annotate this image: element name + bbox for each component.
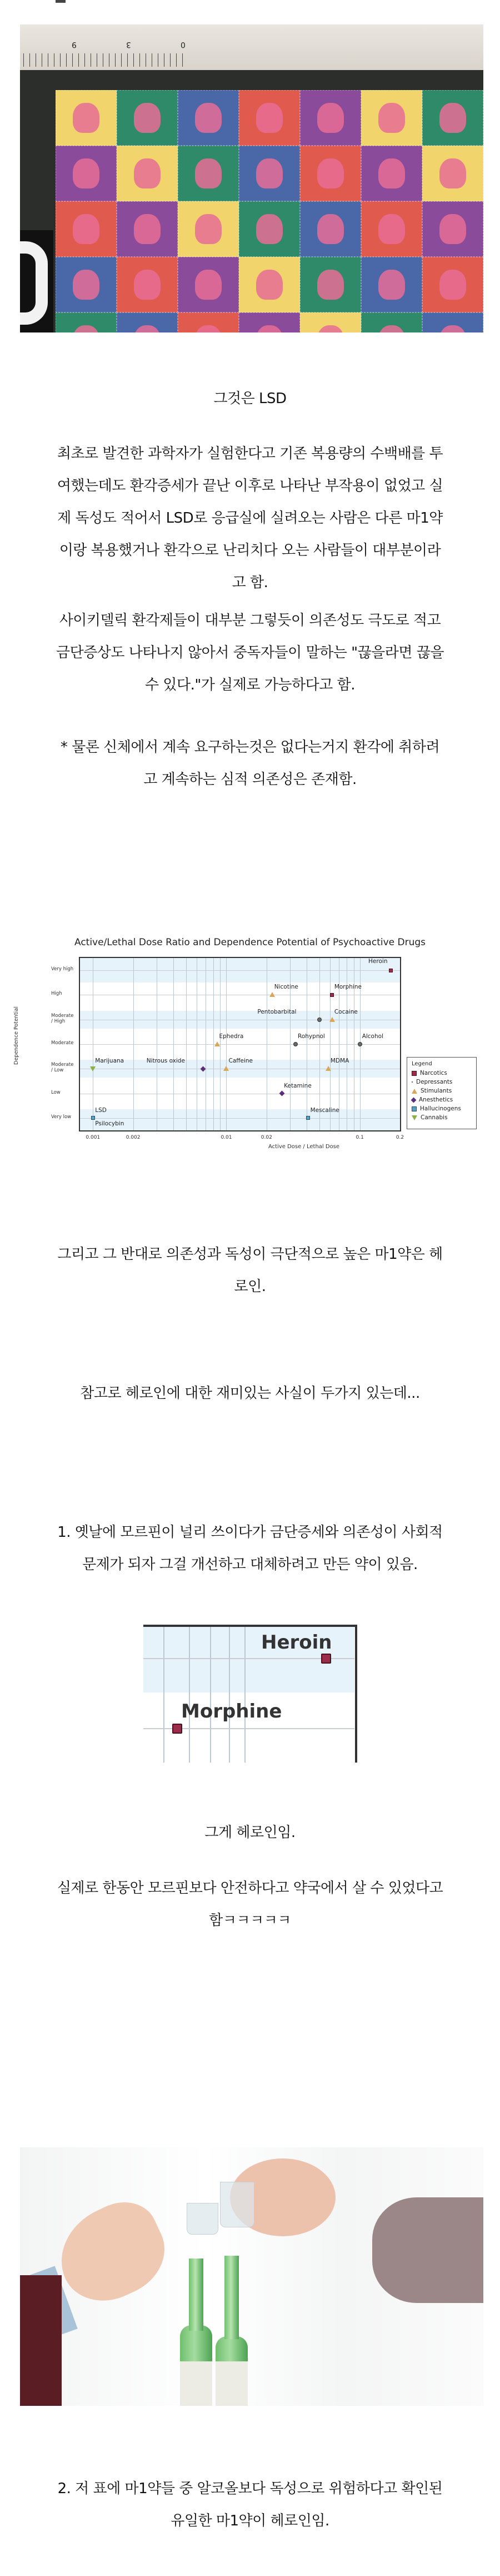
blotter-tab [117,201,178,257]
point-label: Caffeine [228,1058,253,1065]
blotter-tab [56,201,117,257]
y-tick-label: Moderate / High [51,1012,74,1024]
legend-label: Stimulants [421,1088,452,1094]
blotter-tab [300,312,361,332]
text-line: * 물론 신체에서 계속 요구하는것은 없다는거지 환각에 취하려 [60,739,440,756]
heroin-marker [321,1654,331,1664]
text-line: 실제로 한동안 모르핀보다 안전하다고 약국에서 살 수 있었다고 [57,1880,443,1897]
blotter-tab [361,312,422,332]
blotter-tab [56,257,117,312]
blotter-tab [422,312,483,332]
gridline [319,958,320,1130]
ruler-number: 9 [72,40,77,49]
blotter-tab [361,257,422,312]
hallucinogens-marker-icon [91,1116,95,1120]
depressants-marker-icon [358,1042,362,1046]
text-line: 1. 옛날에 모르핀이 널리 쓰이다가 금단증세와 의존성이 사회적 [57,1524,443,1541]
shot-glass [187,2203,218,2235]
point-label: Pentobarbital [257,1008,297,1015]
stimulants-marker-icon [326,1066,331,1071]
plot-border [355,1625,357,1763]
text-line: 최초로 발견한 과학자가 실험한다고 기존 복용량의 수백배를 투 [57,445,443,462]
point-label: LSD [95,1106,107,1114]
legend-label: Narcotics [420,1070,447,1076]
morphine-label: Morphine [181,1700,282,1723]
paragraph-two-facts [0,1377,500,1409]
cannabis-marker-icon [90,1066,96,1071]
blotter-tab [361,201,422,257]
blotter-tab [300,257,361,312]
narcotics-legend-icon [412,1071,417,1076]
blotter-tab [422,257,483,312]
x-tick-label: 0.001 [86,1135,101,1140]
x-tick-label: 0.02 [261,1135,272,1140]
x-tick-label: 0.2 [396,1135,404,1140]
paragraph-fact-one [0,1516,500,1581]
text-line: 고 함. [232,574,268,591]
gridline [210,1625,211,1763]
legend-title: Legend [412,1061,432,1067]
text-line: 금단증상도 나타나지 않아서 중독자들이 말하는 "끊을라면 끊을 [56,644,444,661]
blotter-tab [178,90,239,146]
top-image-fragment [56,0,66,3]
soju-toast-photo [20,2147,483,2406]
band [80,1106,400,1131]
gridline [189,1625,190,1763]
gridline [220,958,221,1130]
chart-legend [407,1057,477,1129]
gridline [163,1625,164,1763]
anesthetics-legend-icon [411,1097,417,1103]
legend-label: Cannabis [421,1114,448,1121]
point-label: Ephedra [219,1033,244,1040]
point-label: Heroin [368,958,388,965]
gridline [330,958,331,1130]
shot-glass [220,2182,254,2227]
legend-item [412,1095,472,1104]
ruler-number: 3 [126,40,131,49]
x-tick-label: 0.1 [356,1135,364,1140]
ruler-number: 0 [181,40,186,49]
legend-item [412,1069,472,1078]
gridline [80,970,400,971]
legend-item [412,1086,472,1095]
text-line: 이랑 복용했거나 환각으로 난리치다 오는 사람들이 대부분이라 [59,542,441,559]
legend-item [412,1104,472,1113]
y-tick-label: Very low [51,1114,72,1120]
text-line: 로인. [234,1278,266,1295]
right-sleeve [372,2197,483,2303]
paragraph-psychedelic-dependence [0,604,500,701]
gridline [229,1625,230,1763]
blotter-tab [300,146,361,201]
narcotics-marker-icon [330,993,334,997]
lsd-blotter-image [20,24,483,332]
point-label: Ketamine [284,1082,312,1089]
blotter-tab [300,201,361,257]
x-axis-title: Active Dose / Lethal Dose [268,1144,340,1150]
gridline [173,958,174,1130]
y-tick-label: Low [51,1089,61,1095]
gridline [226,958,227,1130]
ruler-ticks [23,53,184,67]
blotter-tab [300,90,361,146]
point-label: Rohypnol [298,1033,325,1040]
blotter-tab [117,90,178,146]
blotter-tab [117,312,178,332]
hallucinogens-legend-icon [412,1106,417,1111]
blotter-tab [239,312,300,332]
heroin-morphine-chart-crop [143,1625,357,1763]
stimulants-marker-icon [269,992,275,997]
gridline [400,958,401,1130]
lsd-heading: 그것은 LSD [213,390,287,407]
gridline [186,958,187,1130]
blotter-tab [239,146,300,201]
white-digit-shape [20,241,48,325]
blotter-tab [117,257,178,312]
point-label: MDMA [330,1058,349,1065]
gridline [133,958,134,1130]
point-label: Mescaline [310,1106,339,1114]
gridline [80,1044,400,1045]
gridline [244,1625,246,1763]
point-label: Cocaine [334,1008,358,1015]
blotter-tab [178,146,239,201]
point-label: Nitrous oxide [146,1058,185,1065]
chart-title: Active/Lethal Dose Ratio and Dependence Potential of Psychoactive Drugs [74,937,426,948]
text-line: 고 계속하는 심적 의존성은 존재함. [143,771,357,788]
paragraph-fact-two [0,2473,500,2537]
y-tick-label: High [51,991,62,997]
blotter-tab [422,90,483,146]
blotter-tab [56,90,117,146]
ruler [20,24,483,70]
text-line: 유일한 마1약이 헤로인임. [171,2513,329,2529]
text-line: 여했는데도 환각증세가 끝난 이후로 나타난 부작용이 없었고 실 [57,478,443,494]
left-sleeve [20,2275,62,2406]
soju-bottle [180,2325,212,2406]
legend-label: Anesthetics [419,1096,453,1103]
point-label: Nicotine [274,984,298,991]
y-tick-label: Very high [51,966,74,972]
blotter-tab [361,146,422,201]
y-tick-label: Moderate / Low [51,1062,74,1074]
cannabis-legend-icon [412,1115,417,1120]
point-label: Psilocybin [95,1120,124,1127]
point-label: Alcohol [362,1033,383,1040]
blotter-tab [239,257,300,312]
blotter-tab [56,146,117,201]
morphine-marker [172,1724,182,1734]
legend-label: Depressants [416,1079,453,1085]
blotter-tab [422,201,483,257]
text-line: 문제가 되자 그걸 개선하고 대체하려고 만든 약이 있음. [82,1556,418,1573]
paragraph-pharmacy [0,1872,500,1937]
blotter-tab [422,146,483,201]
blotter-tab [178,257,239,312]
paragraph-lsd-discovery [0,438,500,599]
plot-area [79,957,401,1131]
paragraph-psychological-dependence-note [0,731,500,796]
x-tick-label: 0.01 [221,1135,232,1140]
text-line: 그리고 그 반대로 의존성과 독성이 극단적으로 높은 마1약은 헤 [57,1246,443,1263]
blotter-tab [178,312,239,332]
stimulants-marker-icon [214,1041,220,1046]
point-label: Marijuana [95,1058,124,1065]
legend-item [412,1113,472,1122]
blotter-tab [361,90,422,146]
paragraph-heroin-intro [0,1238,500,1303]
text-line: 함ㅋㅋㅋㅋㅋ [209,1912,291,1929]
anesthetics-marker-icon [279,1091,284,1096]
text-line: 2. 저 표에 마1약들 중 알코올보다 독성으로 위험하다고 확인된 [57,2480,443,2497]
text-line: 사이키델릭 환각제들이 대부분 그렇듯이 의존성도 극도로 적고 [59,612,441,629]
soju-bottle [216,2336,248,2406]
blotter-tab [56,312,117,332]
blotter-tab [239,201,300,257]
text-line: 제 독성도 적어서 LSD로 응급실에 실려오는 사람은 다른 마1약 [57,510,443,527]
legend-label: Hallucinogens [420,1105,461,1112]
gridline [80,1118,400,1119]
paragraph-that-is-heroin [0,1816,500,1849]
legend-item [412,1078,472,1086]
text-line: 그게 헤로인임. [204,1824,296,1841]
blotter-sheet-grid [56,90,483,332]
point-label: Morphine [334,984,362,991]
plot-border [143,1625,357,1627]
blotter-tab [178,201,239,257]
x-tick-label: 0.002 [126,1135,141,1140]
stimulants-marker-icon [223,1066,229,1071]
heroin-label: Heroin [261,1631,332,1654]
hallucinogens-marker-icon [306,1116,310,1120]
dose-dependence-chart [13,937,483,1157]
y-axis-title: Dependence Potential [13,1006,19,1065]
depressants-legend-icon [412,1081,413,1083]
stimulants-marker-icon [329,1017,335,1022]
y-tick-label: Moderate [51,1040,74,1046]
text-line: 수 있다."가 실제로 가능하다고 함. [144,677,356,693]
depressants-marker-icon [293,1042,298,1046]
stimulants-legend-icon [412,1089,417,1094]
text-line: 참고로 헤로인에 대한 재미있는 사실이 두가지 있는데... [80,1385,420,1402]
blotter-tab [239,90,300,146]
narcotics-marker-icon [389,969,393,972]
blotter-tab [117,146,178,201]
